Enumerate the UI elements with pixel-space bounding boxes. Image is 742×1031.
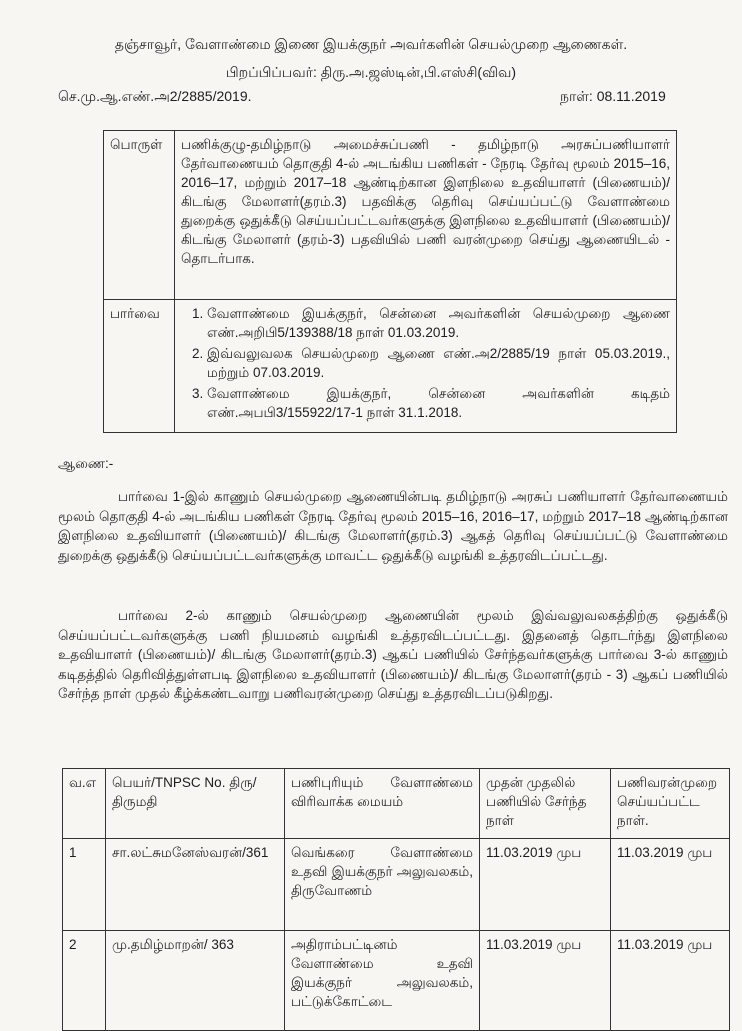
paragraph-1: பார்வை 1-இல் காணும் செயல்முறை ஆணையின்படி தமிழ்நாடு அரசுப் பணியாளர் தேர்வாணையம் மூலம் தொகுதி 4-ல் அடங்கிய பணிகள் நேரடி தேர்வு மூலம் 2015–16, 2016–17, மற்றும் 2017–18 ஆண்டிற்கான இளநிலை உதவியாளர் (பிணையம்)/ கிடங்கு மேலாளர்(தரம்.3) ஆகத் தெரிவு செய்யப்பட்டு வேளாண்மை துறைக்கு ஒதுக்கீடு செய்யப்பட்டவர்களுக்கு மாவட்ட ஒதுக்கீடு வழங்கி உத்தரவிடப்பட்டது. (58, 489, 728, 563)
staff-table (62, 768, 730, 1031)
reference-list (181, 304, 670, 422)
subject-text: பணிக்குழு-தமிழ்நாடு அமைச்சுப்பணி - தமிழ்நாடு அரசுப்பணியாளர் தேர்வாணையம் தொகுதி 4-ல் அடங்கிய பணிகள் - நேரடி தேர்வு மூலம் 2015–16, 2016–17, மற்றும் 2017–18 ஆண்டிற்கான இளநிலை உதவியாளர் (பிணையம்)/ கிடங்கு மேலாளர்(தரம்.3) பதவிக்கு தெரிவு செய்யப்பட்டு வேளாண்மை துறைக்கு ஒதுக்கீடு செய்யப்பட்டவர்களுக்கு இளநிலை உதவியாளர் (பிணையம்)/கிடங்கு மேலாளர் (தரம்-3) பதவியில் பணி வரன்முறை செய்து ஆணையிடல் - தொடர்பாக. (175, 131, 677, 300)
header-center: பணிபுரியும் வேளாண்மை விரிவாக்க மையம் (285, 769, 480, 839)
reference-item: 1. வேளாண்மை இயக்குநர், சென்னை அவர்களின் செயல்முறை ஆணை எண்.அறிபி5/139388/18 நாள் 01.03.2019. (207, 304, 670, 342)
table-row (63, 839, 730, 931)
header-joined-date: முதன் முதலில் பணியில் சேர்ந்த நாள் (480, 769, 611, 839)
reference-number: செ.மு.ஆ.எண்.அ2/2885/2019. (58, 88, 252, 104)
cell-center: வெங்கரை வேளாண்மை உதவி இயக்குநர் அலுவலகம், திருவோணம் (285, 839, 480, 931)
reference-item: 2. இவ்வலுவலக செயல்முறை ஆணை எண்.அ2/2885/19 நாள் 05.03.2019., மற்றும் 07.03.2019. (207, 344, 670, 382)
subject-row (104, 131, 677, 300)
cell-name: சா.லட்சுமனேஸ்வரன்/361 (106, 839, 285, 931)
header-regularized-date: பணிவரன்முறை செய்யப்பட்ட நாள். (611, 769, 730, 839)
subject-label: பொருள் (104, 131, 175, 300)
header-serial: வ.எ (63, 769, 106, 839)
table-row (63, 931, 730, 1031)
info-table (103, 130, 677, 433)
header-name: பெயர்/TNPSC No. திரு/திருமதி (106, 769, 285, 839)
document-date: நாள்: 08.11.2019 (560, 88, 666, 104)
cell-name: மு.தமிழ்மாறன்/ 363 (106, 931, 285, 1031)
reference-row (104, 300, 677, 433)
table-header-row (63, 769, 730, 839)
cell-joined-date: 11.03.2019 முப (480, 839, 611, 931)
order-label: ஆணை:- (58, 456, 114, 471)
paragraph-2: பார்வை 2-ல் காணும் செயல்முறை ஆணையின் மூலம் இவ்வலுவலகத்திற்கு ஒதுக்கீடு செய்யப்பட்டவர்களுக்கு பணி நியமனம் வழங்கி உத்தரவிடப்பட்டது. இதனைத் தொடர்ந்து இளநிலை உதவியாளர் (பிணையம்)/ கிடங்கு மேலாளர்(தரம்.3) ஆகப் பணியில் சேர்ந்தவர்களுக்கு பார்வை 3-ல் காணும் கடிதத்தில் தெரிவித்துள்ளபடி இளநிலை உதவியாளர் (பிணையம்)/ கிடங்கு மேலாளர்(தரம் - 3) ஆகப் பணியில் சேர்ந்த நாள் முதல் கீழ்க்கண்டவாறு பணிவரன்முறை செய்து உத்தரவிடப்படுகிறது. (58, 608, 728, 701)
cell-serial: 2 (63, 931, 106, 1031)
cell-regularized-date: 11.03.2019 முப (611, 931, 730, 1031)
reference-item: 3. வேளாண்மை இயக்குநர், சென்னை அவர்களின் கடிதம் எண்.அபபி3/155922/17-1 நாள் 31.1.2018. (207, 384, 670, 422)
cell-regularized-date: 11.03.2019 முப (611, 839, 730, 931)
reference-label: பார்வை (104, 300, 175, 433)
cell-serial: 1 (63, 839, 106, 931)
header-line-1: தஞ்சாவூர், வேளாண்மை இணை இயக்குநர் அவர்களின் செயல்முறை ஆணைகள். (114, 36, 628, 52)
cell-joined-date: 11.03.2019 முப (480, 931, 611, 1031)
header-line-2: பிறப்பிப்பவர்: திரு.அ.ஜஸ்டின்,பி.எஸ்சி(விவ) (225, 64, 517, 80)
cell-center: அதிராம்பட்டினம் வேளாண்மை உதவி இயக்குநர் அலுவலகம், பட்டுக்கோட்டை (285, 931, 480, 1031)
